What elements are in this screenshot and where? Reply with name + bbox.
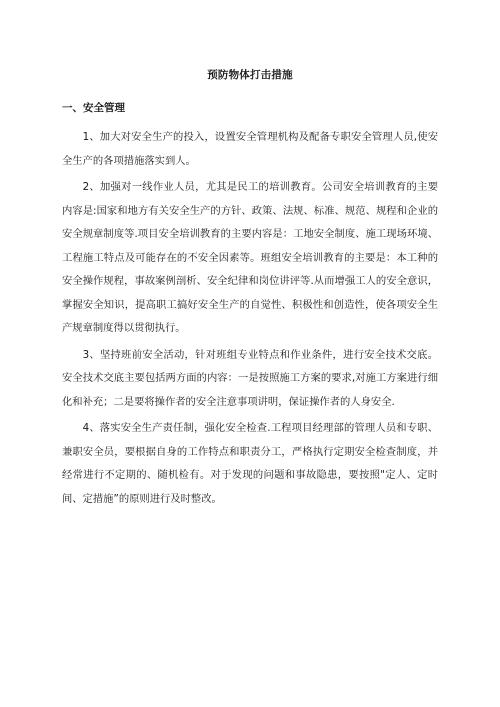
paragraph-2: 2、加强对一线作业人员，尤其是民工的培训教育。公司安全培训教育的主要内容是:国家和地方有关安全生产的方针、政策、法规、标准、规范、规程和企业的安全规章制度等.项目安全培训教育的主要内容是：工地安全制度、施工现场环境、工程施工特点及可能存在的不安全因素等。班组安全培训教育的主要是：本工种的安全操作规程，事故案例剖析、安全纪律和岗位讲评等.从而增强工人的安全意识，掌握安全知识，提高职工搞好安全生产的自觉性、积极性和创造性，使各项安全生产规章制度得以贯彻执行。 xyxy=(62,181,438,334)
paragraph-4: 4、落实安全生产责任制，强化安全检查.工程项目经理部的管理人员和专职、兼职安全员，要根据自身的工作特点和职责分工，严格执行定期安全检查制度，并经常进行不定期的、随机检有。对于发现的问题和事故隐患，要按照"定人、定时间、定措施”的原则进行及时整改。 xyxy=(62,422,438,505)
section-heading: 一、安全管理 xyxy=(62,102,125,114)
paragraph-1: 1、加大对安全生产的投入，设置安全管理机构及配备专职安全管理人员,使安全生产的各项措施落实到人。 xyxy=(62,131,438,167)
paragraph-3: 3、坚持班前安全活动，针对班组专业特点和作业条件，进行安全技术交底。安全技术交底主要包括两方面的内容：一是按照施工方案的要求,对施工方案进行细化和补充；二是要将操作者的安全注意事项讲明，保证操作者的人身安全. xyxy=(62,348,438,408)
document-title: 预防物体打击措施 xyxy=(207,69,293,81)
